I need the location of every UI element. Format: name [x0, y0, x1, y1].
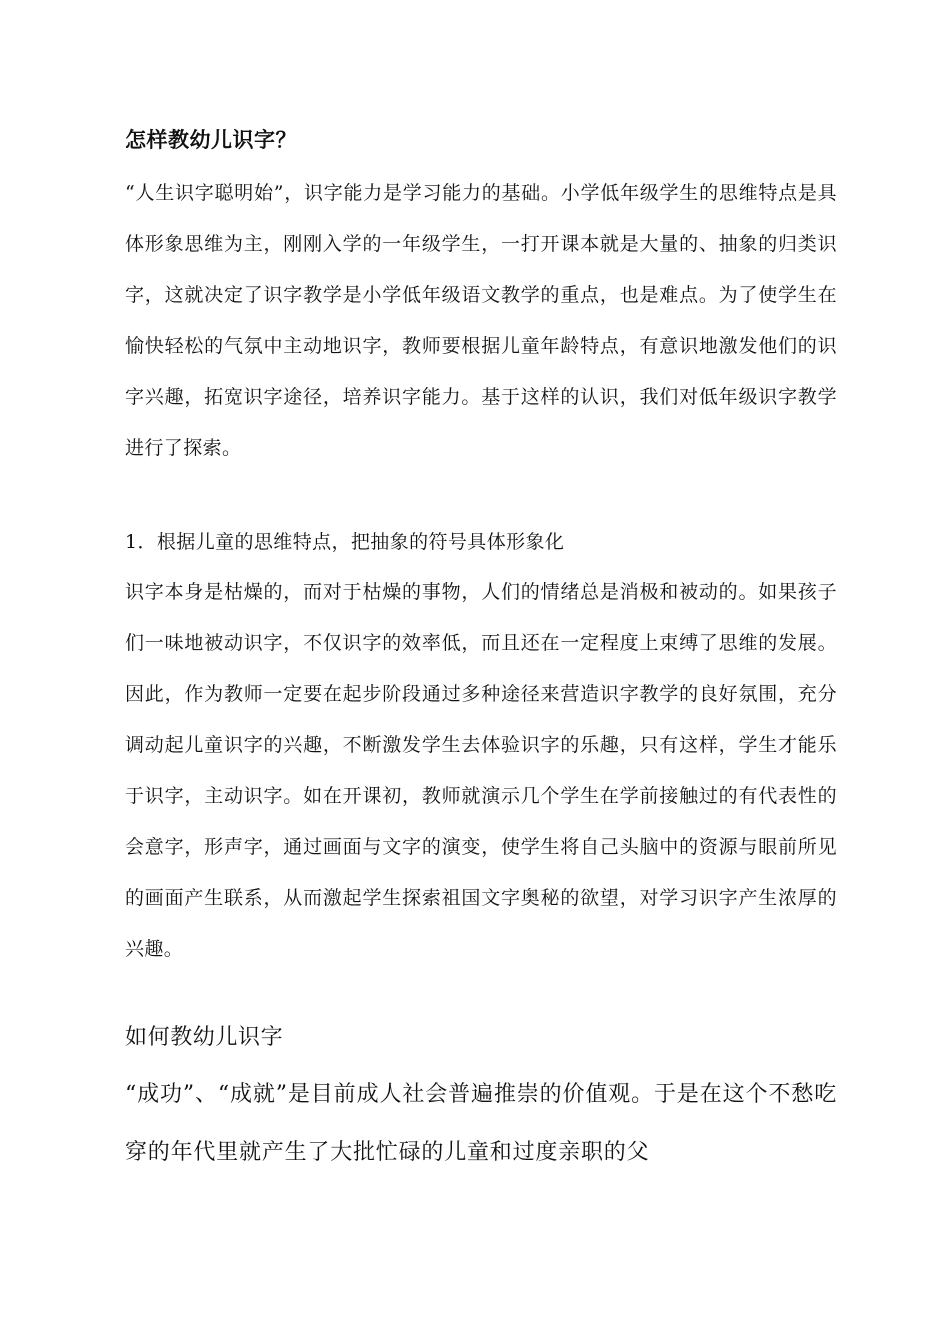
second-title: 如何教幼儿识字 — [125, 1025, 284, 1050]
second-paragraph: “成功”、“成就”是目前成人社会普遍推崇的价值观。于是在这个不愁吃穿的年代里就产生了大批忙碌的儿童和过度亲职的父 — [125, 1082, 837, 1165]
document-title: 怎样教幼儿识字？ — [125, 127, 297, 152]
intro-paragraph: “人生识字聪明始”，识字能力是学习能力的基础。小学低年级学生的思维特点是具体形象思维为主，刚刚入学的一年级学生，一打开课本就是大量的、抽象的归类识字，这就决定了识字教学是小学低年级语文教学的重点，也是难点。为了使学生在愉快轻松的气氛中主动地识字，教师要根据儿童年龄特点，有意识地激发他们的识字兴趣，拓宽识字途径，培养识字能力。基于这样的认识，我们对低年级识字教学进行了探索。 — [125, 182, 837, 459]
section-1-title: 1．根据儿童的思维特点，把抽象的符号具体形象化 — [125, 531, 565, 553]
section-1-paragraph: 识字本身是枯燥的，而对于枯燥的事物，人们的情绪总是消极和被动的。如果孩子们一味地被动识字，不仅识字的效率低，而且还在一定程度上束缚了思维的发展。因此，作为教师一定要在起步阶段通过多种途径来营造识字教学的良好氛围，充分调动起儿童识字的兴趣，不断激发学生去体验识字的乐趣，只有这样，学生才能乐于识字，主动识字。如在开课初，教师就演示几个学生在学前接触过的有代表性的会意字，形声字，通过画面与文字的演变，使学生将自己头脑中的资源与眼前所见的画面产生联系，从而激起学生探索祖国文字奥秘的欲望，对学习识字产生浓厚的兴趣。 — [125, 581, 837, 960]
